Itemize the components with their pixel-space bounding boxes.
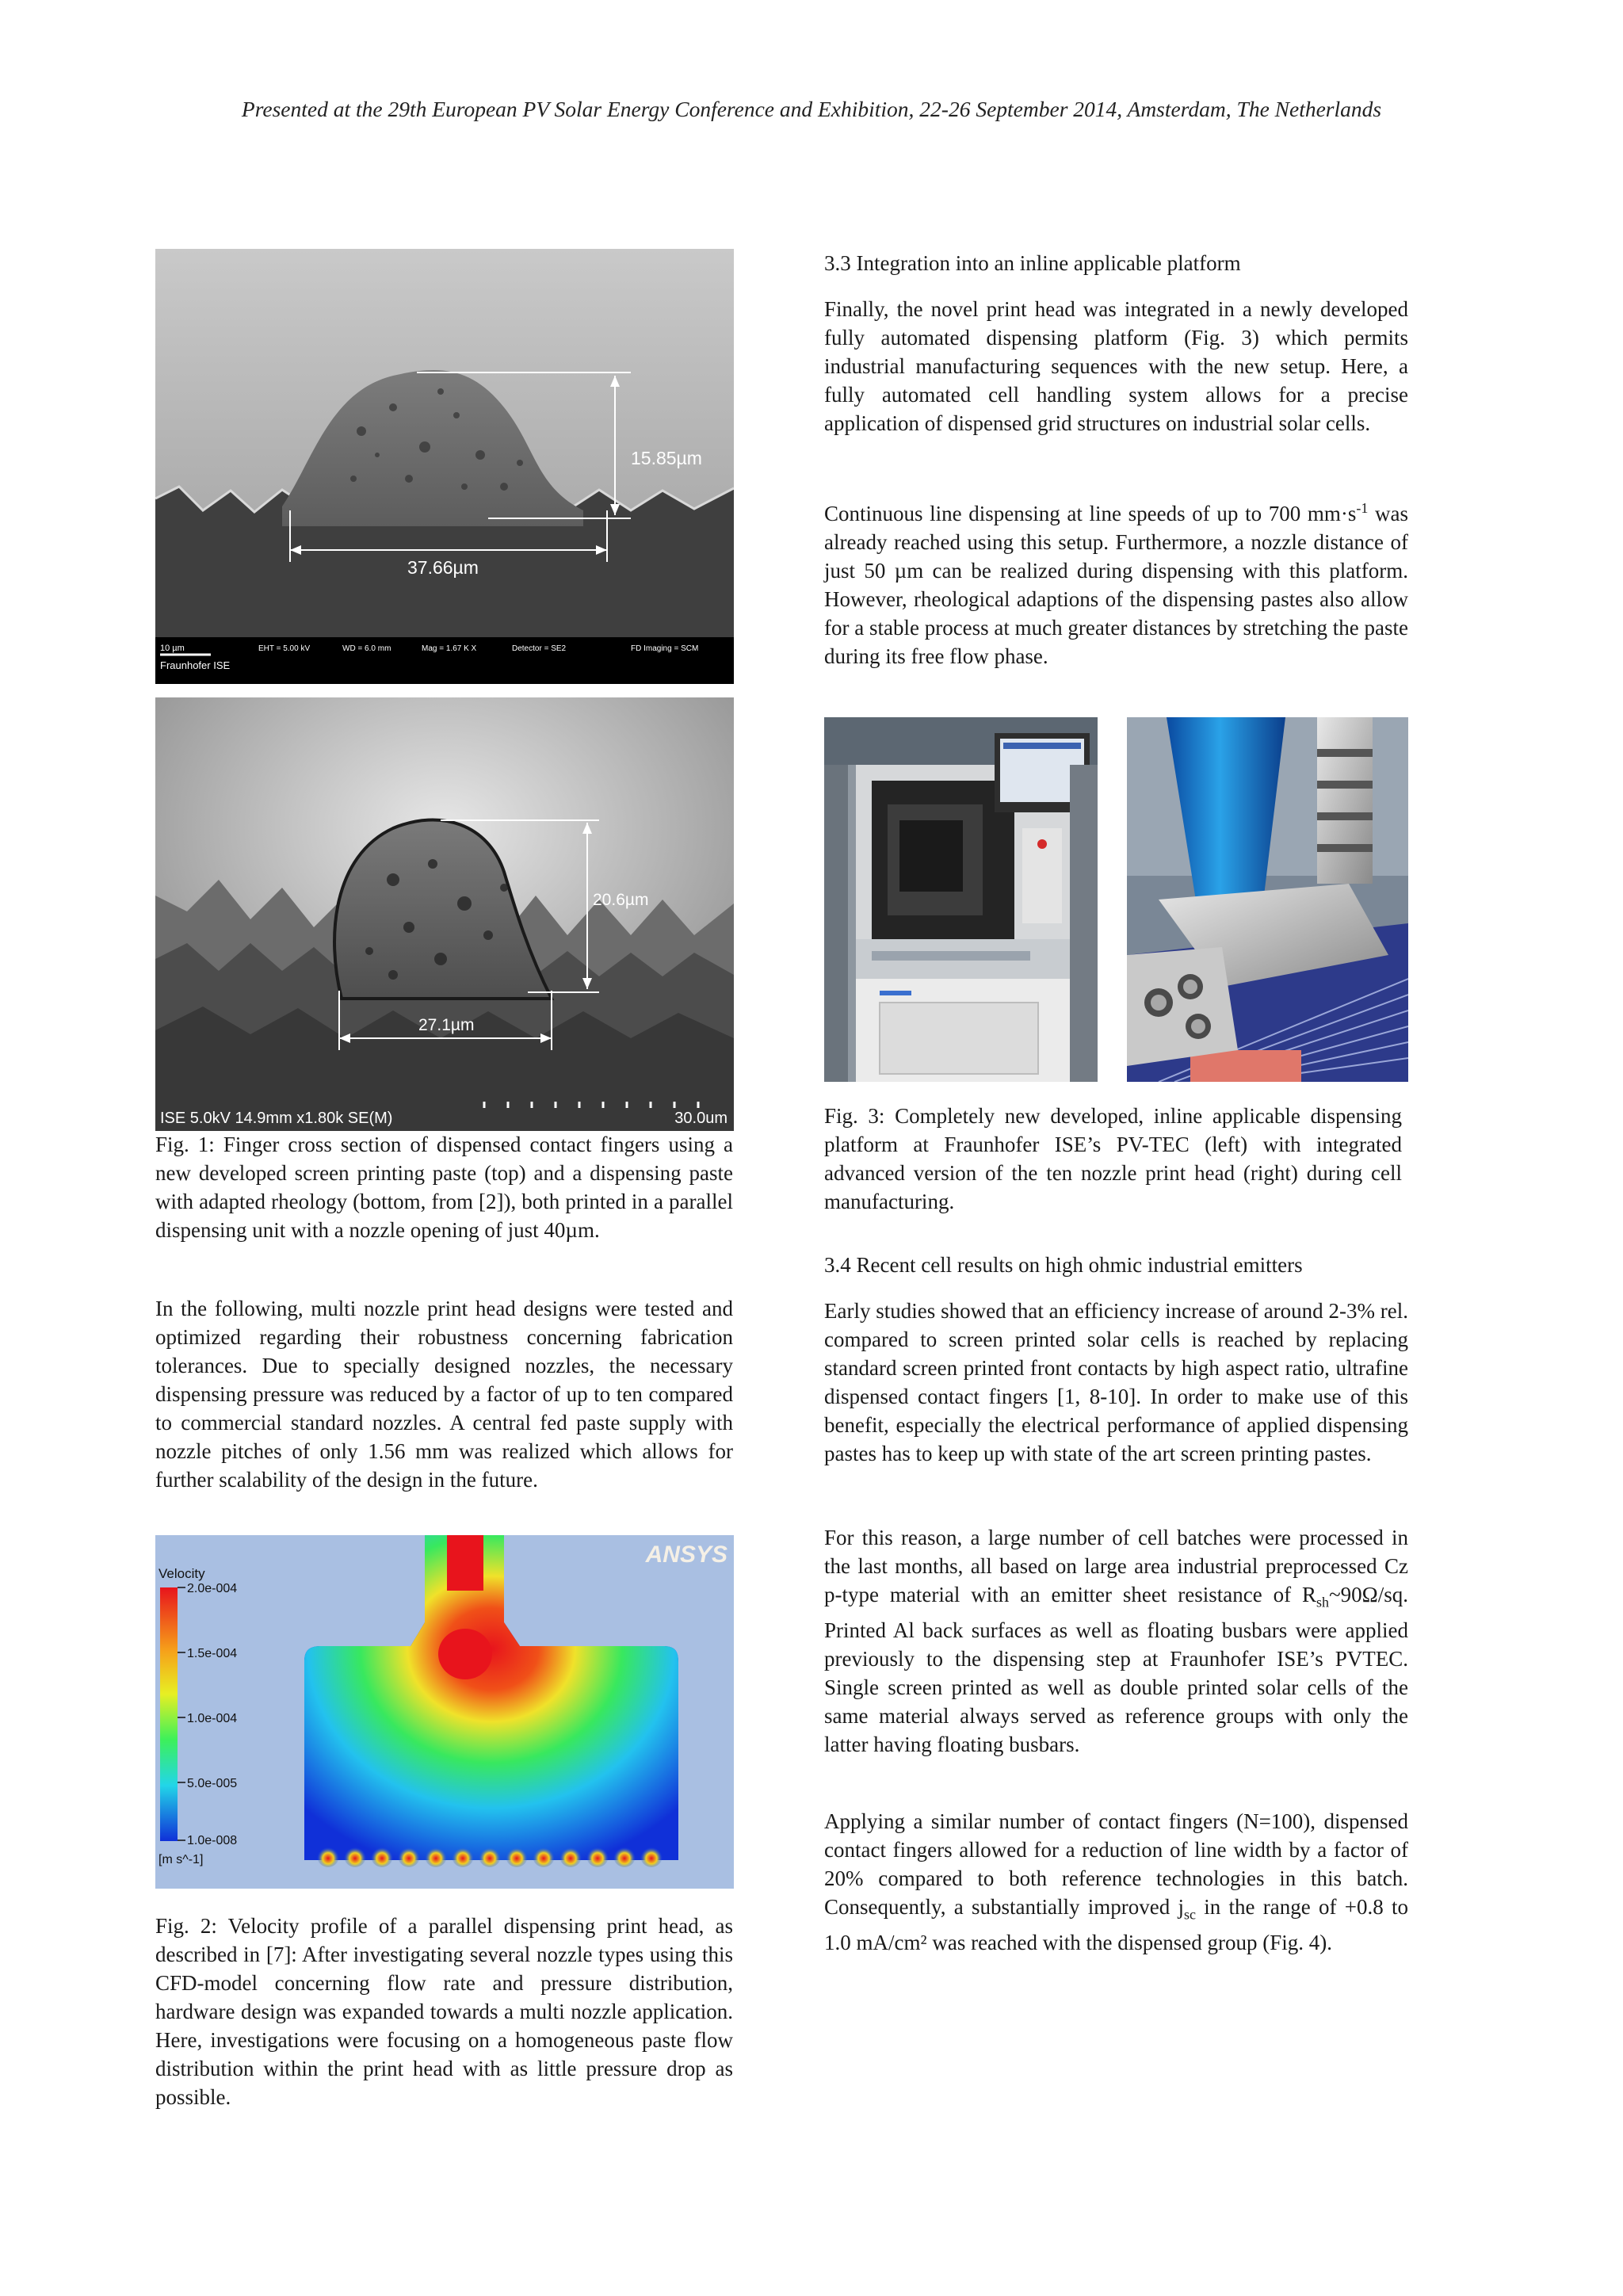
para-34c-part-2: in the range of +0.8 to 1.0 mA/cm² was reached with the dispensed group (Fig. 4). xyxy=(824,1895,1408,1955)
ansys-logo: ANSYS xyxy=(645,1541,727,1568)
sem-top-width-label: 37.66µm xyxy=(407,557,479,578)
sem-top-wd: WD = 6.0 mm xyxy=(342,644,391,653)
cfd-legend-tick-5: 1.0e-008 xyxy=(187,1834,238,1847)
sem-image-bottom xyxy=(155,697,734,1131)
sem-top-org: Fraunhofer ISE xyxy=(160,659,231,671)
section-3-4-paragraph-2 xyxy=(824,1523,1408,1759)
dispensing-platform-photo xyxy=(824,717,1098,1082)
section-3-4-paragraph-1: Early studies showed that an efficiency increase of around 2-3% rel. compared to screen printed solar cells is reached by replacing standard screen printed front contacts by high aspect ratio, ultrafine dispensed contact fingers [1, 8-10]. In order to make use of this benefit, especially the electrical performance of applied dispensing pastes has to keep up with state of the art screen printing pastes. xyxy=(824,1299,1408,1465)
para-34c-subscript: sc xyxy=(1184,1906,1196,1923)
print-head-photo xyxy=(1127,717,1408,1082)
cfd-legend-tick-2: 1.5e-004 xyxy=(187,1647,238,1660)
cfd-legend-tick-3: 1.0e-004 xyxy=(187,1712,238,1725)
sem-top-mag: Mag = 1.67 K X xyxy=(422,644,477,653)
para-34b-part-1: For this reason, a large number of cell batches were processed in the last months, all based on large area industrial preprocessed Cz p-type material with an emitter sheet resistance of R xyxy=(824,1526,1408,1606)
fig1-caption: Fig. 1: Finger cross section of dispensed contact fingers using a new developed screen printing paste (top) and a dispensing paste with adapted rheology (bottom, from [2]), both printed in a parallel dispensing unit with a nozzle opening of just 40µm. xyxy=(155,1133,733,1242)
sem-top-scale: 10 µm xyxy=(160,644,185,653)
sem-top-detector: Detector = SE2 xyxy=(512,644,567,653)
section-3-3-paragraph-1: Finally, the novel print head was integrated in a newly developed fully automated dispensing platform (Fig. 3) which permits industrial manufacturing sequences with the new setup. Here, a fully automated cell handling system allows for a precise application of dispensed grid structures on industrial solar cells. xyxy=(824,297,1408,435)
cfd-legend-tick-1: 2.0e-004 xyxy=(187,1582,238,1595)
para-34b-subscript: sh xyxy=(1316,1594,1330,1610)
sem-bottom-info: ISE 5.0kV 14.9mm x1.80k SE(M) xyxy=(160,1110,393,1127)
sem-bottom-width-label: 27.1µm xyxy=(418,1016,475,1034)
sem-bottom-height-label: 20.6µm xyxy=(593,891,649,909)
sem-top-eht: EHT = 5.00 kV xyxy=(258,644,311,653)
section-3-4-heading: 3.4 Recent cell results on high ohmic industrial emitters xyxy=(824,1253,1303,1277)
fig2-caption: Fig. 2: Velocity profile of a parallel dispensing print head, as described in [7]: After investigating several nozzle types using this CFD-model concerning flow rate and pressure distribution, hardware design was expanded towards a multi nozzle application. Here, investigations were focusing on a homogeneous paste flow distribution within the print head with as little pressure drop as possible. xyxy=(155,1914,733,2109)
page-header: Presented at the 29th European PV Solar Energy Conference and Exhibition, 22-26 September 2014, Amsterdam, The Netherlands xyxy=(241,97,1382,121)
section-3-3-paragraph-2 xyxy=(824,494,1408,670)
sem-image-top xyxy=(155,249,734,684)
section-3-4-paragraph-3 xyxy=(824,1807,1408,1957)
para-33b-part-2: was already reached using this setup. Furthermore, a nozzle distance of just 50 µm can be realized during dispensing with this platform. However, rheological adaptions of the dispensing pastes also allow for a stable process at much greater distances by stretching the paste during its free flow phase. xyxy=(824,502,1408,668)
cfd-velocity-figure xyxy=(155,1535,734,1889)
para-33b-part-1: Continuous line dispensing at line speeds of up to 700 mm·s xyxy=(824,502,1357,525)
para-34b-part-2: ~90Ω/sq. Printed Al back surfaces as well as floating busbars were applied previously to the dispensing step at Fraunhofer ISE’s PVTEC. Single screen printed as well as double printed solar cells of the same material always served as reference groups with only the latter having floating busbars. xyxy=(824,1583,1408,1757)
sem-top-imaging: FD Imaging = SCM xyxy=(631,644,699,653)
cfd-legend-tick-4: 5.0e-005 xyxy=(187,1777,238,1790)
left-paragraph-1: In the following, multi nozzle print head designs were tested and optimized regarding their robustness concerning fabrication tolerances. Due to specially designed nozzles, the necessary dispensing pressure was reduced by a factor of up to ten compared to commercial standard nozzles. A central fed paste supply with nozzle pitches of only 1.56 mm was realized which allows for further scalability of the design in the future. xyxy=(155,1297,733,1492)
sem-bottom-scale: 30.0um xyxy=(674,1110,727,1127)
sem-top-height-label: 15.85µm xyxy=(631,448,702,468)
cfd-legend-title: Velocity xyxy=(158,1566,205,1581)
para-33b-superscript: -1 xyxy=(1356,500,1369,516)
cfd-legend-unit: [m s^-1] xyxy=(158,1853,204,1866)
section-3-3-heading: 3.3 Integration into an inline applicable platform xyxy=(824,251,1241,275)
fig3-caption: Fig. 3: Completely new developed, inline applicable dispensing platform at Fraunhofer ISE’s PV-TEC (left) with integrated advanced version of the ten nozzle print head (right) during cell manufacturing. xyxy=(824,1104,1402,1213)
para-34c-part-1: Applying a similar number of contact fingers (N=100), dispensed contact fingers allowed for a reduction of line width by a factor of 20% compared to both reference technologies in this batch. Consequently, a substantially improved j xyxy=(824,1809,1408,1919)
